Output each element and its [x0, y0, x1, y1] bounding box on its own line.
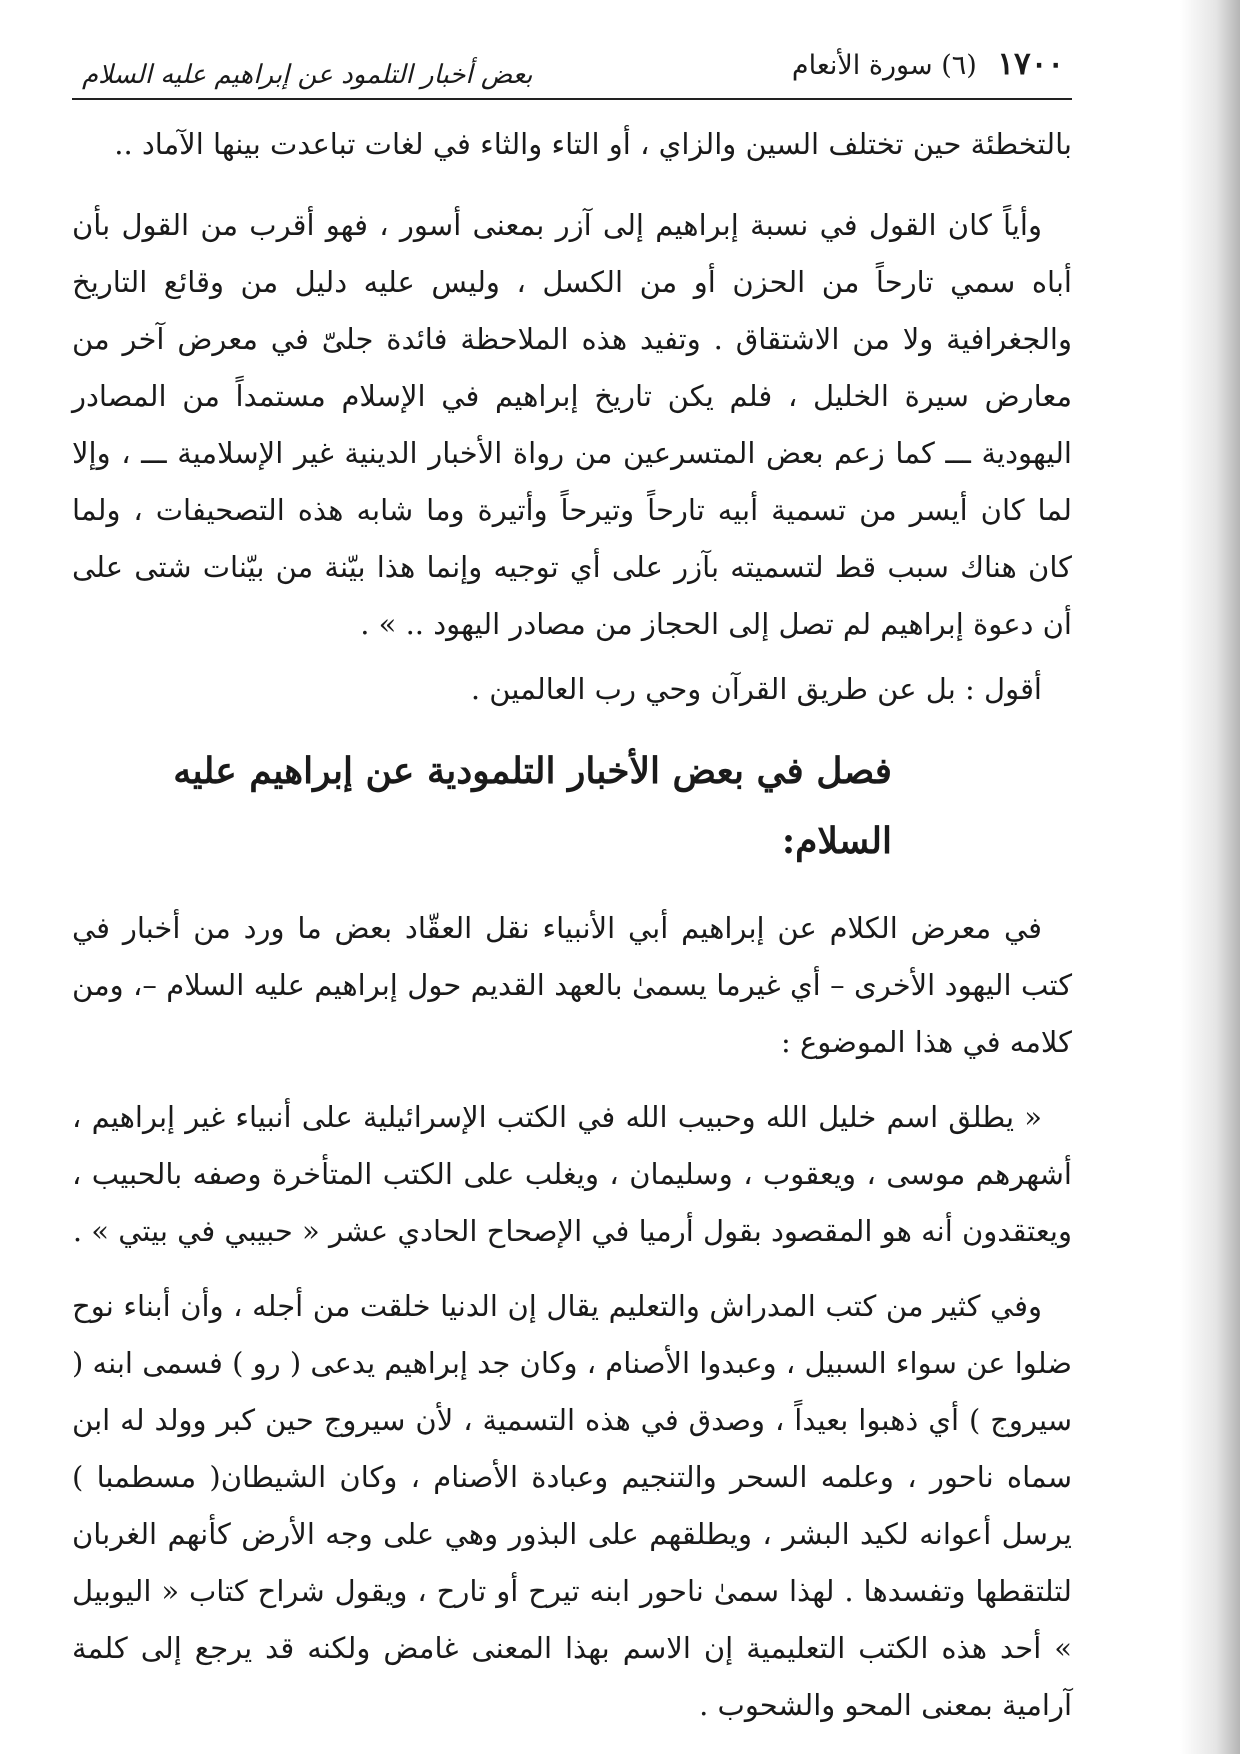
page-number: ١٧٠٠ — [997, 46, 1064, 82]
page-body — [72, 100, 1072, 1734]
paragraph-author-reply: أقول : بل عن طريق القرآن وحي رب العالمين . — [470, 672, 1042, 706]
section-heading: فصل في بعض الأخبار التلمودية عن إبراهيم عليه السلام: — [173, 750, 892, 862]
book-page — [72, 40, 1072, 1734]
page-locator — [792, 46, 1064, 82]
paragraph-midrash: وفي كثير من كتب المدراش والتعليم يقال إن الدنيا خلقت من أجله ، وأن أبناء نوح ضلوا عن سواء السبيل ، وعبدوا الأصنام ، وكان جد إبراهيم يدعى ( رو ) فسمى ابنه ( سيروج ) أي ذهبوا بعيداً ، وصدق في هذه التسمية ، لأن سيروج حين كبر وولد له ابن سماه ناحور ، وعلمه السحر والتنجيم وعبادة الأصنام ، وكان الشيطان( مسطمبا ) يرسل أعوانه لكيد البشر ، ويطلقهم على البذور وهي على وجه الأرض كأنهم الغربان لتلتقطها وتفسدها . لهذا سمىٰ ناحور ابنه تيرح أو تارح ، ويقول شراح كتاب « اليوبيل » أحد هذه الكتب التعليمية إن الاسم بهذا المعنى غامض ولكنه قد يرجع إلى كلمة آرامية بمعنى المحو والشحوب . — [72, 1289, 1072, 1722]
paragraph-quote-khalil: « يطلق اسم خليل الله وحبيب الله في الكتب الإسرائيلية على أنبياء غير إبراهيم ، أشهرهم موسى ، ويعقوب ، وسليمان ، ويغلب على الكتب المتأخرة وصفه بالحبيب ، ويعتقدون أنه هو المقصود بقول أرميا في الإصحاح الحادي عشر « حبيبي في بيتي » . — [72, 1100, 1072, 1248]
paragraph-continuation: بالتخطئة حين تختلف السين والزاي ، أو التاء والثاء في لغات تباعدت بينها الآماد .. — [114, 127, 1072, 161]
scan-edge-shadow — [1180, 0, 1240, 1754]
section-running-title: بعض أخبار التلمود عن إبراهيم عليه السلام — [82, 60, 533, 90]
paragraph-intro-talmud: في معرض الكلام عن إبراهيم أبي الأنبياء نقل العقّاد بعض ما ورد من أخبار في كتب اليهود الأخرى – أي غيرما يسمىٰ بالعهد القديم حول إبراهيم عليه السلام –، ومن كلامه في هذا الموضوع : — [72, 911, 1073, 1059]
paragraph-azar-name: وأياً كان القول في نسبة إبراهيم إلى آزر بمعنى أسور ، فهو أقرب من القول بأن أباه سمي تارحاً من الحزن أو من الكسل ، وليس عليه دليل من وقائع التاريخ والجغرافية ولا من الاشتقاق . وتفيد هذه الملاحظة فائدة جلىّ في معرض آخر من معارض سيرة الخليل ، فلم يكن تاريخ إبراهيم في الإسلام مستمداً من المصادر اليهودية ـــ كما زعم بعض المتسرعين من رواة الأخبار الدينية غير الإسلامية ـــ ، وإلا لما كان أيسر من تسمية أبيه تارحاً وتيرحاً وأتيرة وما شابه هذه التصحيفات ، ولما كان هناك سبب قط لتسميته بآزر على أي توجيه وإنما هذا بيّنة من بيّنات شتى على أن دعوة إبراهيم لم تصل إلى الحجاز من مصادر اليهود .. » . — [72, 208, 1072, 641]
chapter-title: (٦) سورة الأنعام — [791, 50, 977, 81]
running-header — [72, 40, 1072, 100]
